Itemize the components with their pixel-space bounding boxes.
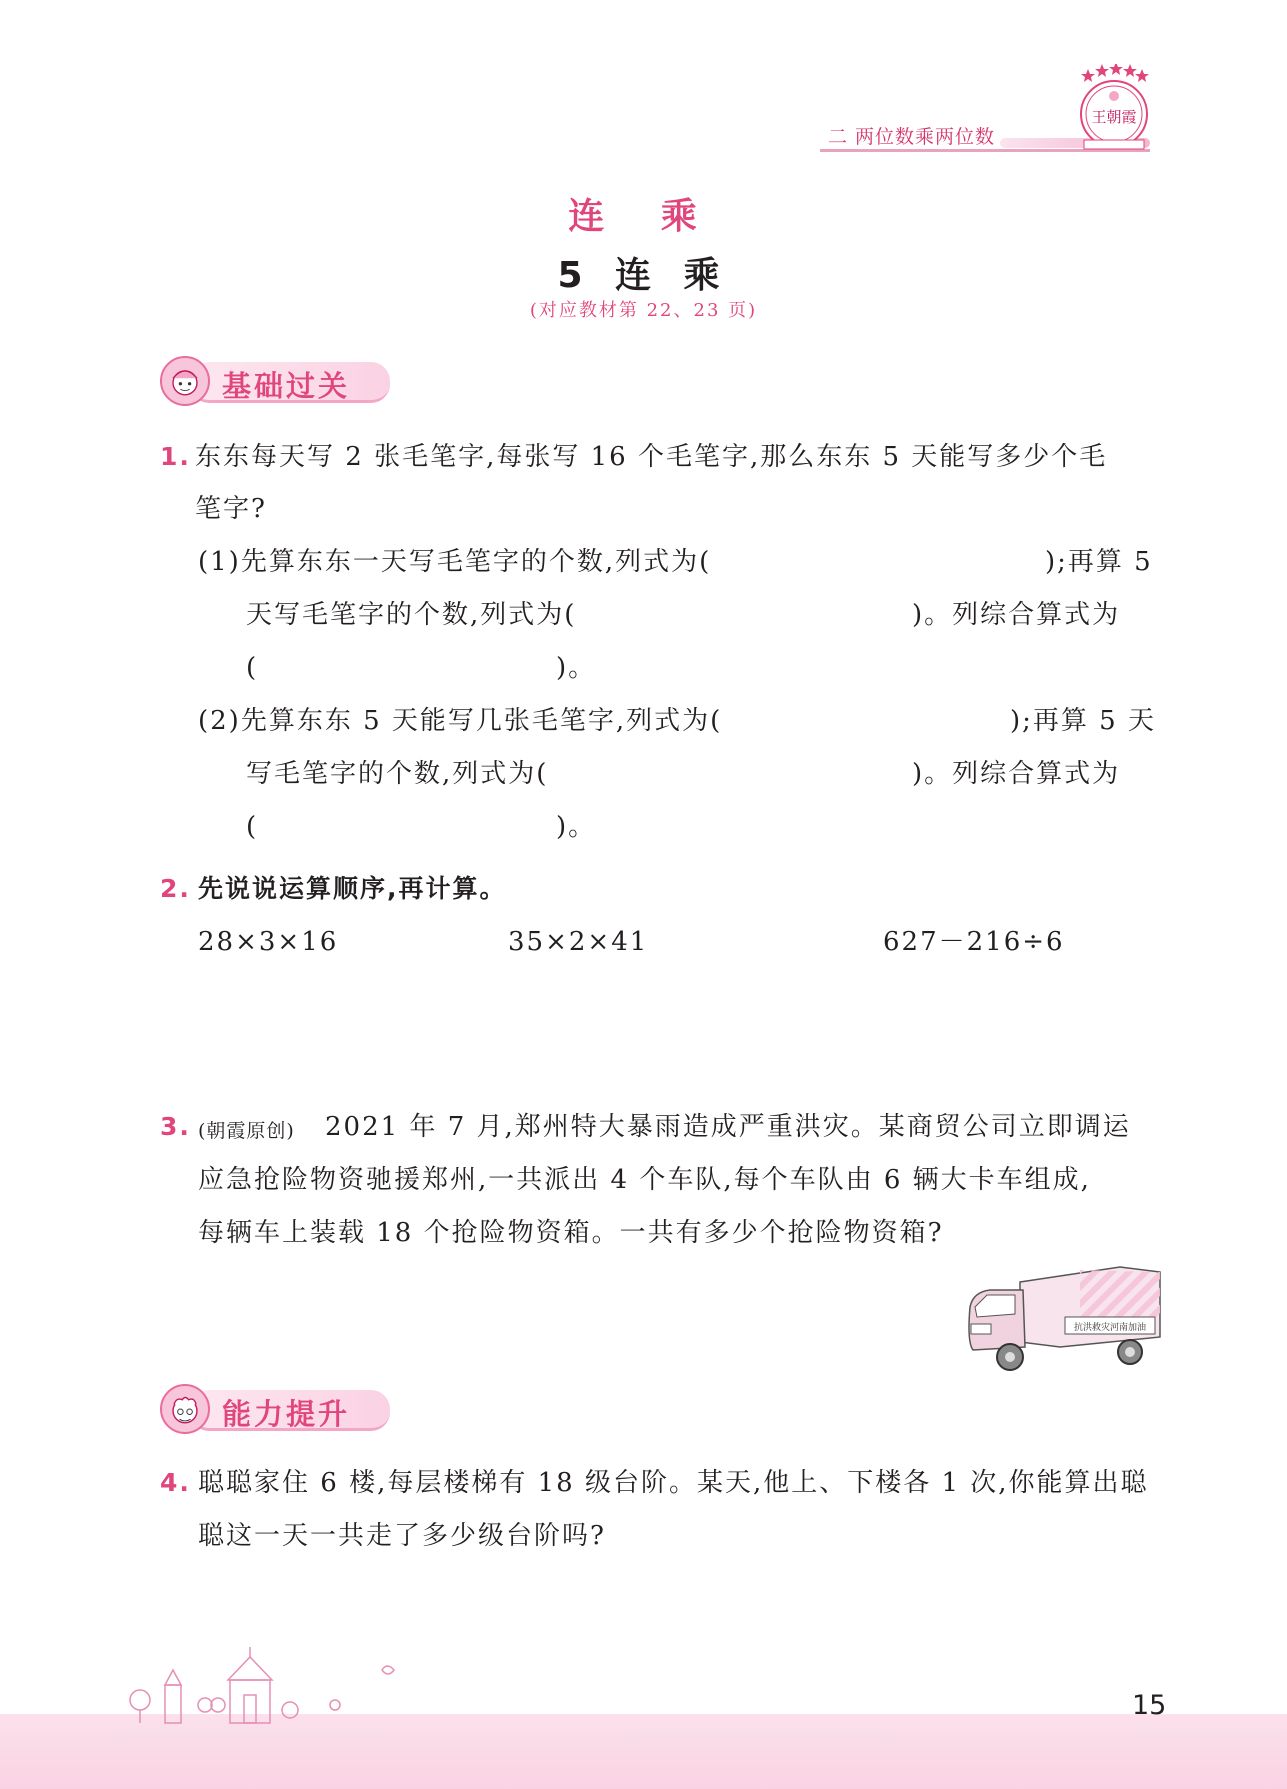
q1-part2-line3-start: ( — [246, 812, 259, 842]
question-3-line2: 应急抢险物资驰援郑州,一共派出 4 个车队,每个车队由 6 辆大卡车组成, — [198, 1165, 1091, 1195]
question-1-number: 1. — [160, 442, 191, 471]
question-3-line3: 每辆车上装载 18 个抢险物资箱。一共有多少个抢险物资箱? — [198, 1218, 944, 1248]
q1-part2-line3-end: )。 — [556, 812, 597, 842]
question-4-line1: 聪聪家住 6 楼,每层楼梯有 18 级台阶。某天,他上、下楼各 1 次,你能算出聪 — [198, 1468, 1149, 1498]
brand-seal-logo — [1074, 64, 1154, 150]
expression-1: 28×3×16 — [198, 927, 339, 957]
section-title: 连 乘 — [568, 196, 719, 237]
q1-part1-line1-end: );再算 5 — [1045, 547, 1153, 577]
q1-part2-line1-end: );再算 5 天 — [1010, 706, 1156, 736]
section-label-advanced: 能力提升 — [222, 1397, 351, 1431]
town-decoration — [120, 1645, 410, 1725]
footer-band — [0, 1714, 1287, 1789]
relief-truck-illustration — [965, 1262, 1165, 1377]
q1-part2-line1-start: (2)先算东东 5 天能写几张毛笔字,列式为( — [198, 706, 723, 736]
question-1-line2: 笔字? — [195, 494, 267, 524]
q1-part1-line3-end: )。 — [556, 653, 597, 683]
q1-part1-line2-start: 天写毛笔字的个数,列式为( — [246, 600, 577, 630]
section-badge-basic — [160, 356, 400, 406]
truck-sign-text: 抗洪救灾河南加油 — [1073, 1323, 1147, 1333]
question-4-number: 4. — [160, 1468, 191, 1497]
question-1-line1: 东东每天写 2 张毛笔字,每张写 16 个毛笔字,那么东东 5 天能写多少个毛 — [195, 442, 1108, 472]
cartoon-boy-icon — [160, 356, 210, 406]
q1-part1-line2-end: )。列综合算式为 — [912, 600, 1121, 630]
question-2-number: 2. — [160, 874, 191, 903]
expression-2: 35×2×41 — [508, 927, 649, 957]
lesson-title: 5 连 乘 — [557, 255, 730, 296]
q1-part2-line2-start: 写毛笔字的个数,列式为( — [246, 759, 549, 789]
textbook-reference: (对应教材第 22、23 页) — [529, 300, 758, 321]
q1-part1-line1-start: (1)先算东东一天写毛笔字的个数,列式为( — [198, 547, 712, 577]
expression-3: 627－216÷6 — [883, 927, 1065, 957]
chapter-heading: 二 两位数乘两位数 — [828, 126, 996, 148]
page-number: 15 — [1132, 1690, 1167, 1721]
q1-part2-line2-end: )。列综合算式为 — [912, 759, 1121, 789]
question-3-line1: 2021 年 7 月,郑州特大暴雨造成严重洪灾。某商贸公司立即调运 — [325, 1112, 1131, 1142]
cartoon-grandpa-icon — [160, 1384, 210, 1434]
question-3-tag: (朝霞原创) — [198, 1120, 295, 1142]
section-label-basic: 基础过关 — [222, 369, 351, 403]
section-badge-advanced — [160, 1384, 400, 1434]
seal-text: 王朝霞 — [1091, 108, 1137, 126]
question-2-prompt: 先说说运算顺序,再计算。 — [198, 874, 507, 903]
question-4-line2: 聪这一天一共走了多少级台阶吗? — [198, 1521, 606, 1551]
q1-part1-line3-start: ( — [246, 653, 259, 683]
question-3-number: 3. — [160, 1112, 191, 1141]
